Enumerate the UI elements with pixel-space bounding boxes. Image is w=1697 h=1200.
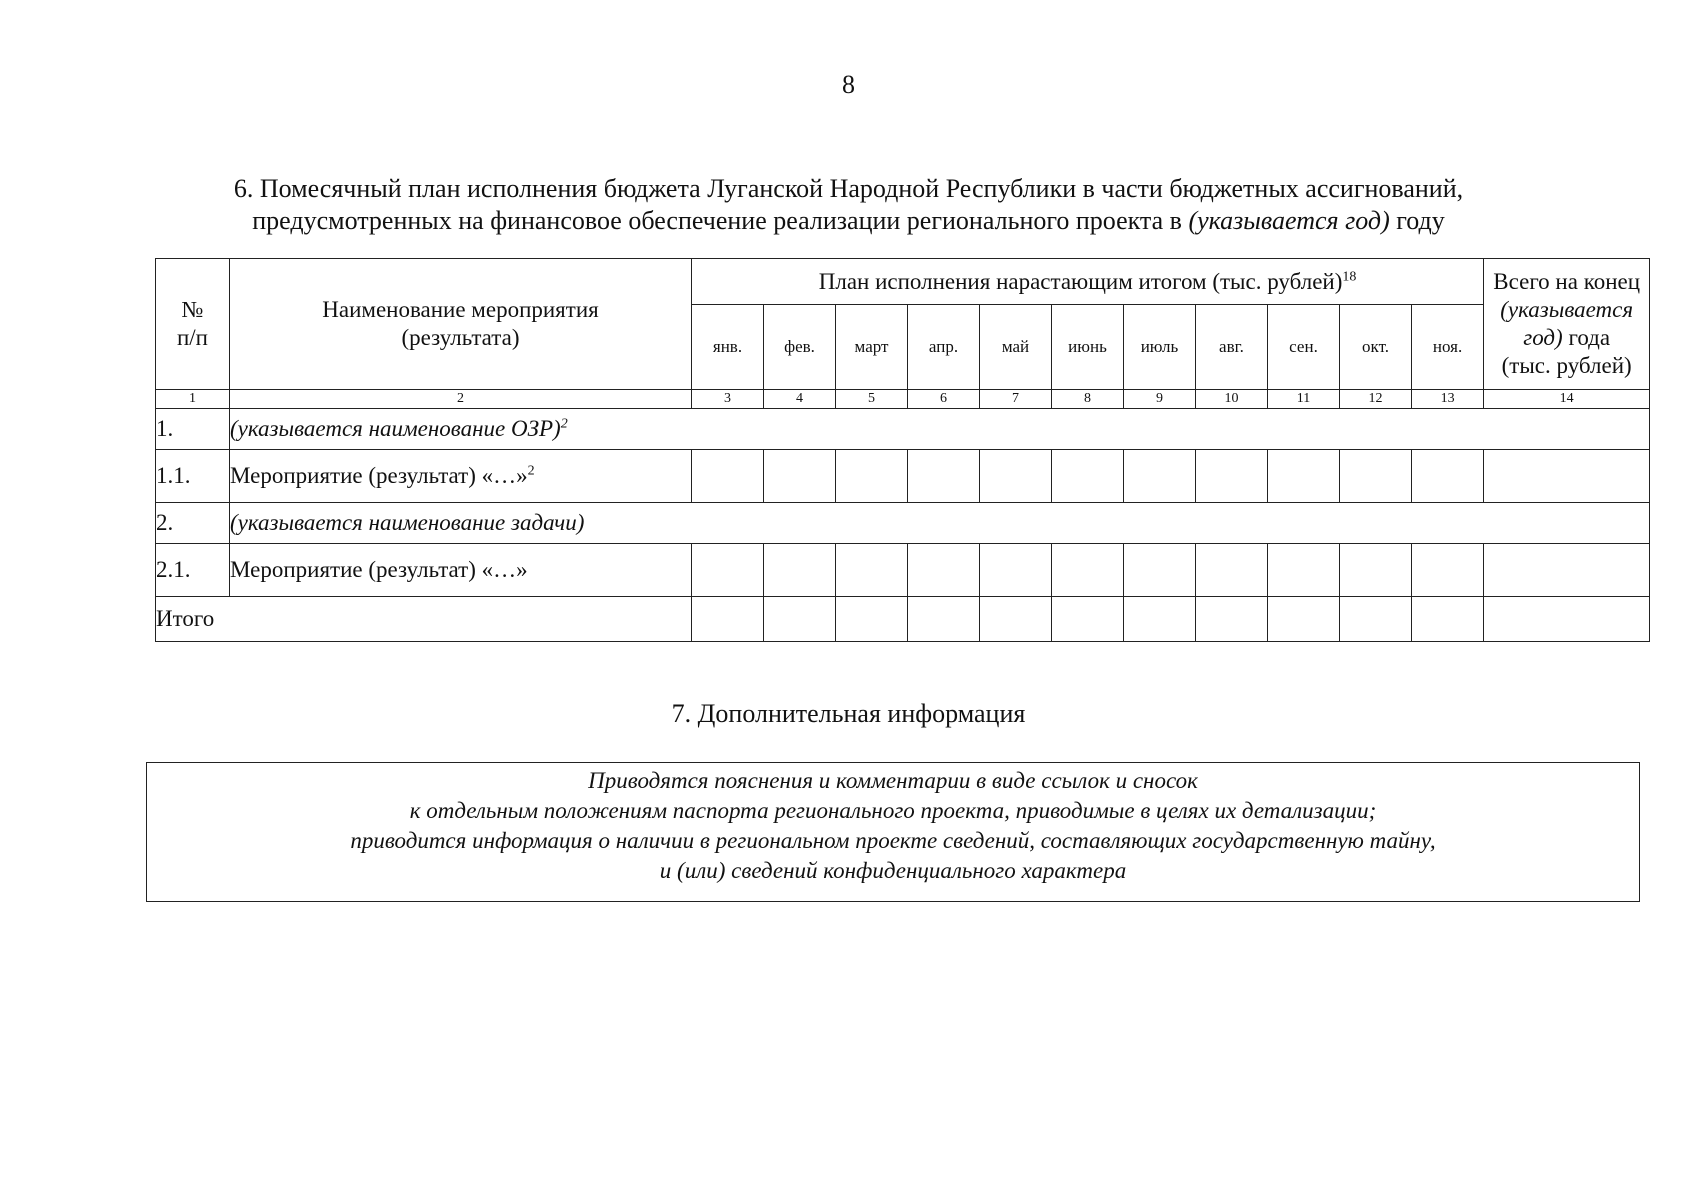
value-cell <box>1124 597 1196 642</box>
column-number: 13 <box>1412 390 1484 409</box>
row-measure-label-text: Мероприятие (результат) «…» <box>230 463 528 488</box>
value-cell <box>1484 450 1650 503</box>
row-number: 1. <box>156 409 230 450</box>
column-numbers-row <box>156 390 1650 409</box>
row-goal-label <box>230 409 1650 450</box>
section-6-title <box>0 173 1697 237</box>
header-total-line-3 <box>1484 324 1649 352</box>
row-number: 2.1. <box>156 544 230 597</box>
value-cell <box>908 597 980 642</box>
info-line: Приводятся пояснения и комментарии в виде ссылок и сносок <box>588 768 1198 793</box>
row-measure-footnote: 2 <box>527 463 535 479</box>
table-row-total <box>156 597 1650 642</box>
value-cell <box>1340 450 1412 503</box>
page-number: 8 <box>842 70 855 99</box>
row-measure-label <box>230 450 692 503</box>
value-cell <box>1196 544 1268 597</box>
row-number: 1.1. <box>156 450 230 503</box>
value-cell <box>692 597 764 642</box>
value-cell <box>980 597 1052 642</box>
value-cell <box>836 544 908 597</box>
header-measure-name-line-1: Наименование мероприятия <box>322 297 599 322</box>
value-cell <box>1196 450 1268 503</box>
header-number-abbrev: п/п <box>176 325 208 350</box>
header-total-line-2: (указывается <box>1500 297 1634 322</box>
value-cell <box>1052 544 1124 597</box>
value-cell <box>1340 544 1412 597</box>
header-total-year-end <box>1484 259 1650 390</box>
column-number: 12 <box>1340 390 1412 409</box>
column-number: 5 <box>836 390 908 409</box>
header-measure-name-line-2: (результата) <box>401 325 520 350</box>
value-cell <box>1124 450 1196 503</box>
total-label: Итого <box>156 597 692 642</box>
row-task-label: (указывается наименование задачи) <box>230 503 1650 544</box>
value-cell <box>1412 597 1484 642</box>
value-cell <box>1268 597 1340 642</box>
table-row-measure <box>156 450 1650 503</box>
value-cell <box>1196 597 1268 642</box>
value-cell <box>908 544 980 597</box>
header-month: июнь <box>1052 305 1124 390</box>
title-line-2-suffix: году <box>1389 206 1445 235</box>
info-line: к отдельным положениям паспорта регионального проекта, приводимые в целях их детализации; <box>409 798 1377 823</box>
header-month: май <box>980 305 1052 390</box>
row-measure-label: Мероприятие (результат) «…» <box>230 544 692 597</box>
section-6-title-line-2 <box>0 205 1697 237</box>
header-month: март <box>836 305 908 390</box>
value-cell <box>1124 544 1196 597</box>
value-cell <box>836 450 908 503</box>
column-number: 14 <box>1484 390 1650 409</box>
column-number: 4 <box>764 390 836 409</box>
header-total-line-4: (тыс. рублей) <box>1501 353 1632 378</box>
header-month: сен. <box>1268 305 1340 390</box>
value-cell <box>980 544 1052 597</box>
info-line: и (или) сведений конфиденциального характера <box>659 858 1127 883</box>
value-cell <box>1484 597 1650 642</box>
info-line: приводится информация о наличии в региональном проекте сведений, составляющих государственную тайну, <box>350 828 1436 853</box>
value-cell <box>764 450 836 503</box>
value-cell <box>764 544 836 597</box>
value-cell <box>836 597 908 642</box>
header-total-year-suffix: года <box>1562 325 1611 350</box>
value-cell <box>1340 597 1412 642</box>
additional-info-box <box>146 762 1640 902</box>
column-number: 8 <box>1052 390 1124 409</box>
column-number: 11 <box>1268 390 1340 409</box>
value-cell <box>1052 450 1124 503</box>
year-placeholder: (указывается год) <box>1188 206 1390 235</box>
column-number: 7 <box>980 390 1052 409</box>
column-number: 2 <box>230 390 692 409</box>
row-number: 2. <box>156 503 230 544</box>
header-plan-group <box>692 259 1484 305</box>
value-cell <box>1052 597 1124 642</box>
table-row-measure <box>156 544 1650 597</box>
row-goal-label-text: (указывается наименование ОЗР) <box>230 416 561 441</box>
column-number: 1 <box>156 390 230 409</box>
column-number: 9 <box>1124 390 1196 409</box>
column-number: 6 <box>908 390 980 409</box>
header-month: апр. <box>908 305 980 390</box>
table-row-task <box>156 503 1650 544</box>
header-total-year-placeholder: год) <box>1523 325 1563 350</box>
header-total-line-1: Всего на конец <box>1493 269 1641 294</box>
column-number: 3 <box>692 390 764 409</box>
value-cell <box>1412 544 1484 597</box>
header-month: окт. <box>1340 305 1412 390</box>
header-month: июль <box>1124 305 1196 390</box>
value-cell <box>692 450 764 503</box>
header-plan-group-text: План исполнения нарастающим итогом (тыс. рублей) <box>818 268 1343 294</box>
column-number: 10 <box>1196 390 1268 409</box>
value-cell <box>764 597 836 642</box>
value-cell <box>1268 544 1340 597</box>
monthly-budget-plan-table <box>155 258 1650 642</box>
header-plan-footnote: 18 <box>1342 268 1357 284</box>
value-cell <box>1484 544 1650 597</box>
section-7-title: 7. Дополнительная информация <box>671 699 1026 728</box>
title-line-2-prefix: предусмотренных на финансовое обеспечение реализации регионального проекта в <box>252 206 1189 235</box>
header-month: янв. <box>692 305 764 390</box>
row-goal-footnote: 2 <box>560 416 568 432</box>
header-month: фев. <box>764 305 836 390</box>
value-cell <box>908 450 980 503</box>
value-cell <box>980 450 1052 503</box>
table-row-goal <box>156 409 1650 450</box>
header-month: ноя. <box>1412 305 1484 390</box>
section-6-title-line-1: 6. Помесячный план исполнения бюджета Луганской Народной Республики в части бюджетных ассигнований, <box>233 174 1464 203</box>
value-cell <box>692 544 764 597</box>
header-measure-name <box>230 259 692 390</box>
value-cell <box>1412 450 1484 503</box>
header-number-symbol: № <box>181 297 204 322</box>
header-row-1 <box>156 259 1650 305</box>
header-month: авг. <box>1196 305 1268 390</box>
header-number <box>156 259 230 390</box>
value-cell <box>1268 450 1340 503</box>
